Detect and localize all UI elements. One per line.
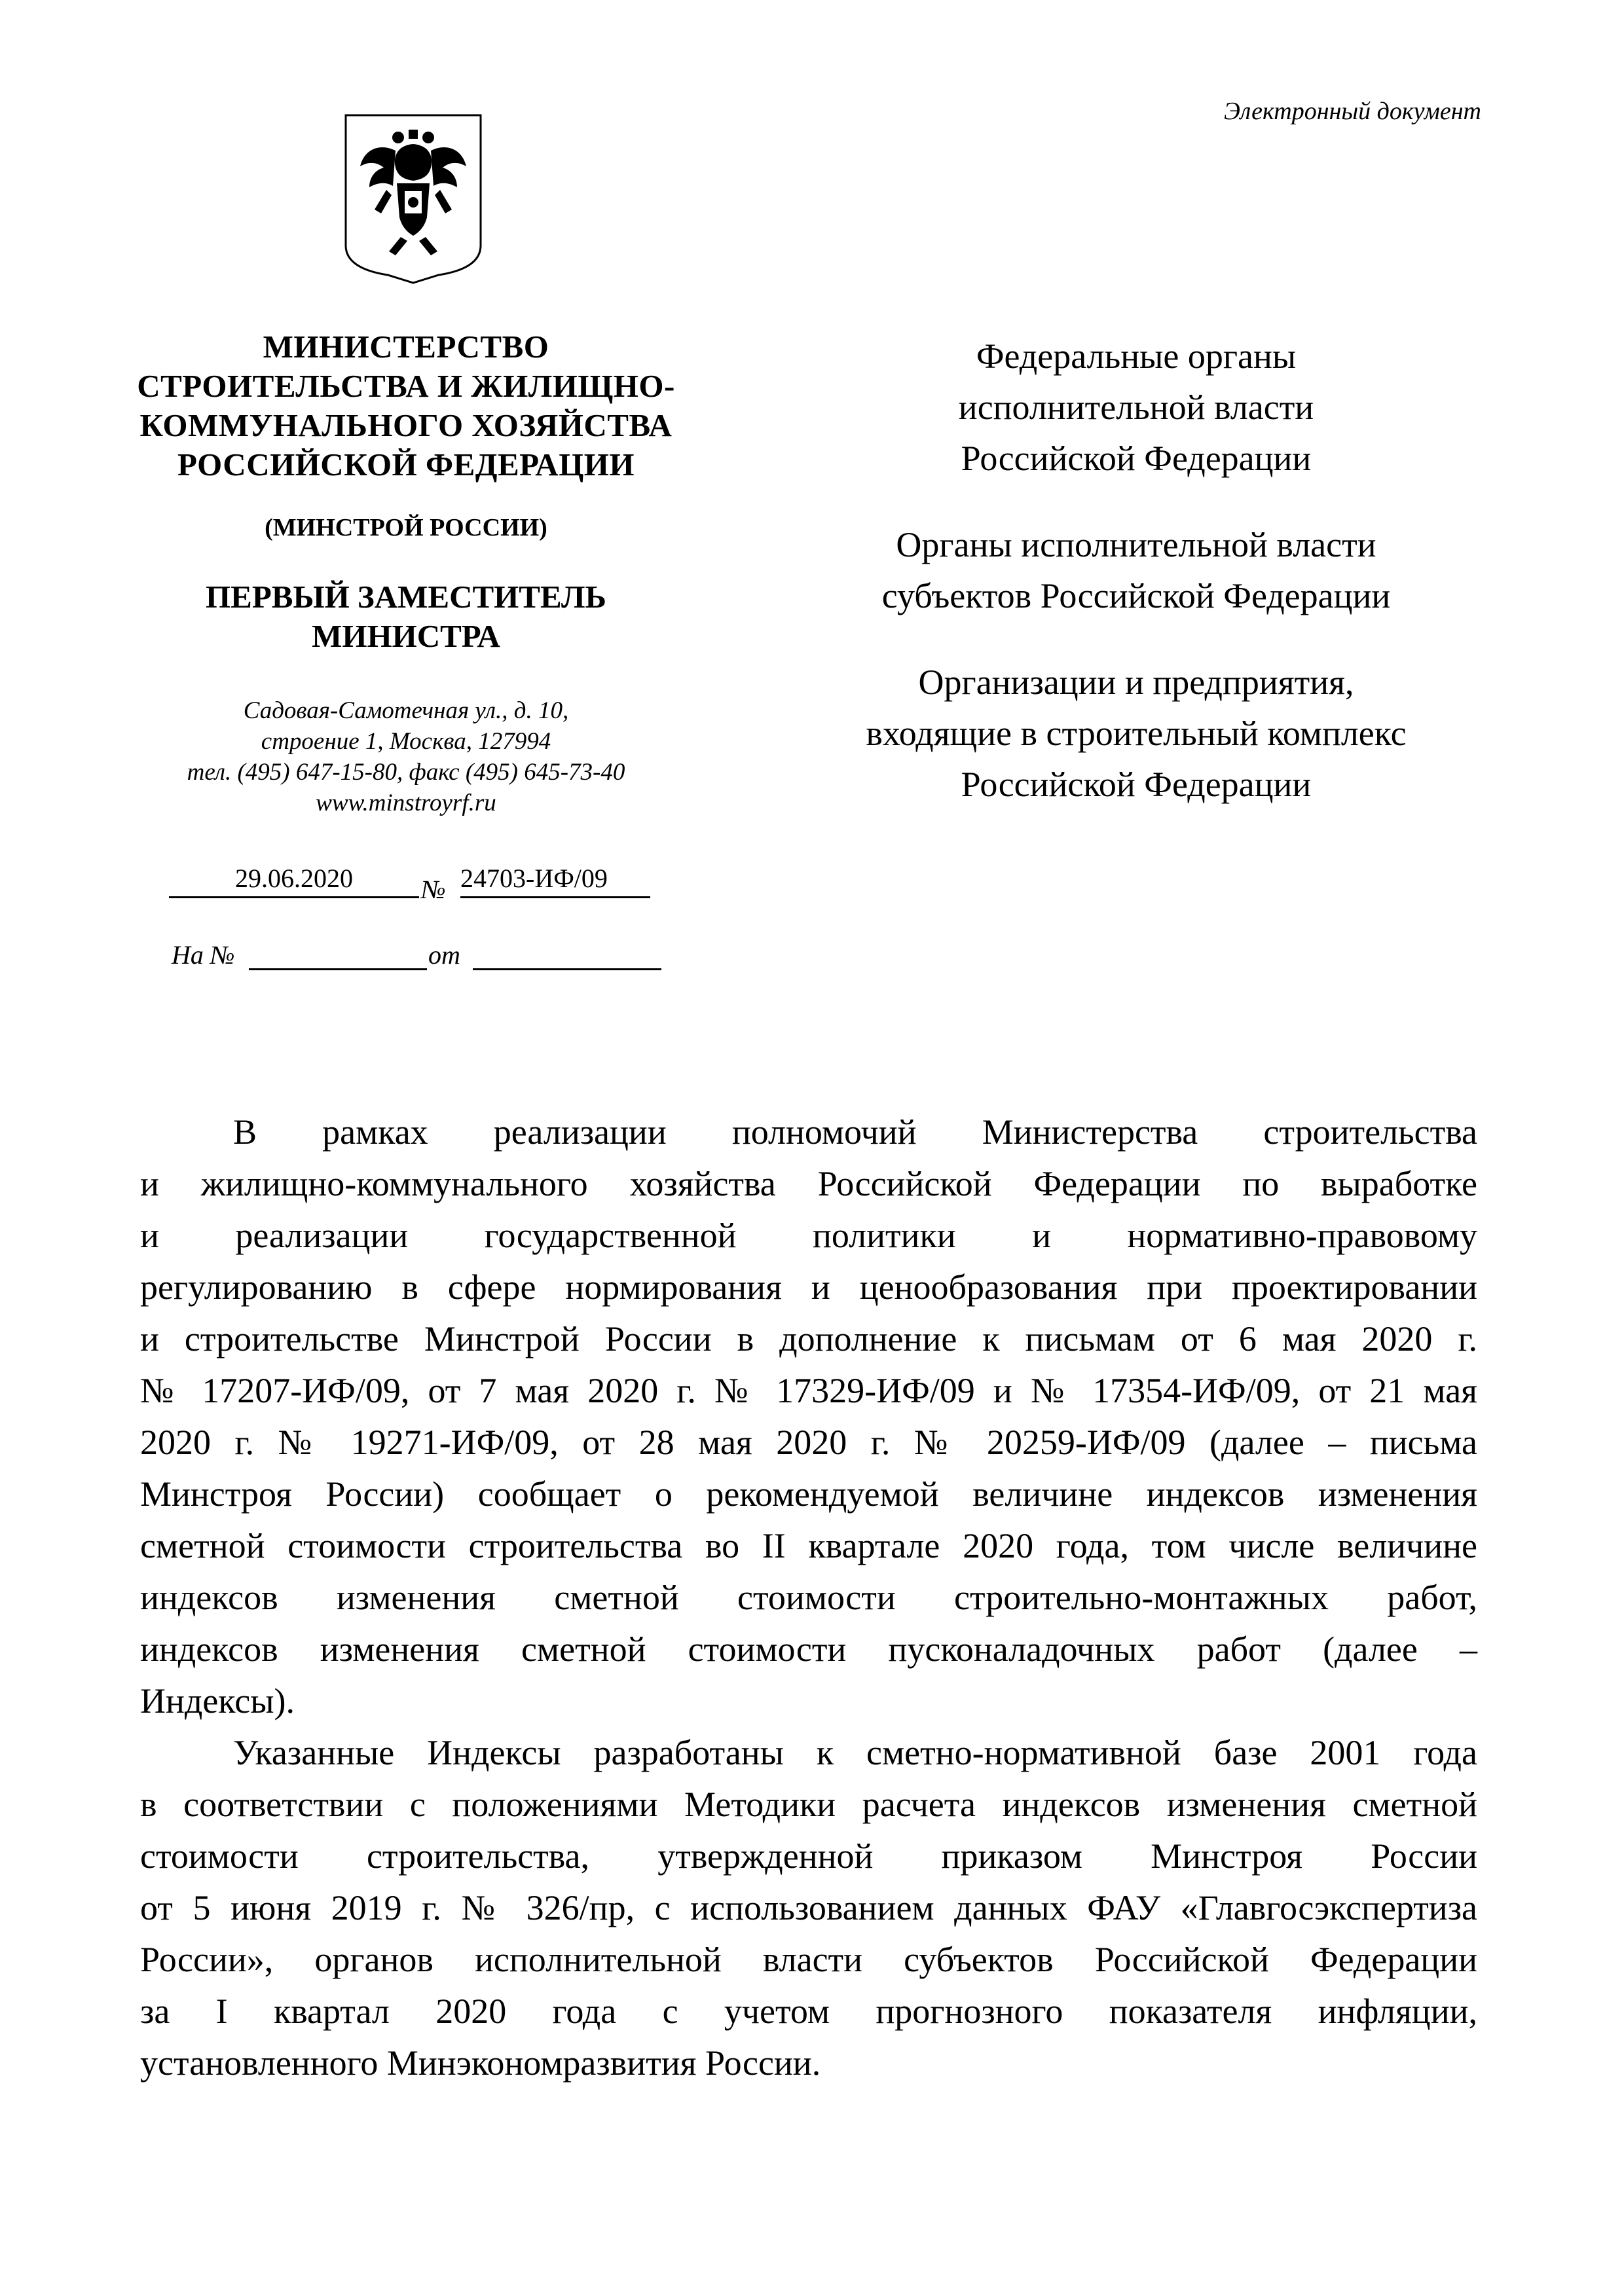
address-line: Садовая-Самотечная ул., д. 10,: [243, 697, 569, 724]
body-line: за I квартал 2020 года с учетом прогнозного показателя инфляции,: [140, 1992, 1477, 2031]
address-line: строение 1, Москва, 127994: [261, 728, 551, 755]
ministry-name-line: РОССИЙСКОЙ ФЕДЕРАЦИИ: [177, 446, 635, 483]
body-line: установленного Минэкономразвития России.: [140, 2043, 821, 2083]
body-line: стоимости строительства, утвержденной приказом Минстроя России: [140, 1836, 1477, 1876]
body-line: регулированию в сфере нормирования и ценообразования при проектировании: [140, 1267, 1477, 1307]
ministry-name-line: МИНИСТЕРСТВО: [263, 329, 549, 365]
body-line: в соответствии с положениями Методики расчета индексов изменения сметной: [140, 1785, 1477, 1824]
body-line: и жилищно-коммунального хозяйства Российской Федерации по выработке: [140, 1164, 1477, 1203]
address-line: тел. (495) 647-15-80, факс (495) 645-73-40: [187, 759, 625, 786]
addressee-line: Федеральные органы: [976, 337, 1297, 376]
letter-body: [140, 1106, 1477, 2089]
body-line: В рамках реализации полномочий Министерства строительства: [233, 1112, 1477, 1152]
addressee-line: Органы исполнительной власти: [896, 525, 1376, 564]
addressee-organizations: [773, 657, 1500, 810]
body-line: сметной стоимости строительства во II квартале 2020 года, том числе величине: [140, 1526, 1477, 1565]
signatory-position: [118, 577, 694, 656]
addressee-line: Российской Федерации: [961, 765, 1312, 804]
addressee-line: входящие в строительный комплекс: [866, 714, 1407, 753]
ministry-name-line: КОММУНАЛЬНОГО ХОЗЯЙСТВА: [139, 407, 673, 443]
ministry-name: [118, 327, 694, 484]
letter-date: 29.06.2020: [169, 863, 419, 898]
body-line: Минстроя России) сообщает о рекомендуемой величине индексов изменения: [140, 1474, 1477, 1514]
body-line: от 5 июня 2019 г. № 326/пр, с использованием данных ФАУ «Главгосэкспертиза: [140, 1888, 1477, 1927]
body-paragraph-2: [140, 1727, 1477, 2089]
addressee-line: Организации и предприятия,: [918, 663, 1354, 702]
addressee-line: Российской Федерации: [961, 439, 1312, 478]
addressee-line: исполнительной власти: [958, 388, 1314, 427]
russian-coat-of-arms-icon: [341, 111, 486, 288]
electronic-document-label: Электронный документ: [1224, 98, 1481, 125]
body-line: Индексы).: [140, 1681, 295, 1721]
ministry-name-line: СТРОИТЕЛЬСТВА И ЖИЛИЩНО-: [137, 368, 675, 404]
body-line: 2020 г. № 19271-ИФ/09, от 28 мая 2020 г. № 20259-ИФ/09 (далее – письма: [140, 1423, 1477, 1462]
body-line: и строительстве Минстрой России в дополнение к письмам от 6 мая 2020 г.: [140, 1319, 1477, 1358]
sender-block: [118, 327, 694, 818]
body-paragraph-1: [140, 1106, 1477, 1727]
signatory-position-line: ПЕРВЫЙ ЗАМЕСТИТЕЛЬ: [206, 579, 606, 615]
letter-number: 24703-ИФ/09: [460, 863, 650, 898]
body-line: и реализации государственной политики и нормативно-правовому: [140, 1216, 1477, 1255]
registration-line: [169, 859, 654, 904]
addressee-regional: [773, 519, 1500, 621]
addressee-line: субъектов Российской Федерации: [881, 576, 1391, 615]
ministry-abbreviation: (МИНСТРОЙ РОССИИ): [265, 514, 547, 541]
reference-date-label: от: [428, 940, 460, 970]
body-line: индексов изменения сметной стоимости пусконаладочных работ (далее –: [140, 1630, 1477, 1669]
body-line: индексов изменения сметной стоимости строительно-монтажных работ,: [140, 1578, 1477, 1617]
reference-number-blank: [249, 968, 427, 970]
signatory-position-line: МИНИСТРА: [312, 618, 500, 654]
ministry-address: [118, 695, 694, 818]
reference-number-label: На №: [172, 940, 235, 970]
reference-line: [172, 935, 663, 974]
body-line: № 17207-ИФ/09, от 7 мая 2020 г. № 17329-ИФ/09 и № 17354-ИФ/09, от 21 мая: [140, 1371, 1477, 1410]
addressee-block: [773, 331, 1500, 845]
website-line: www.minstroyrf.ru: [316, 790, 496, 816]
addressee-federal: [773, 331, 1500, 484]
reference-date-blank: [473, 968, 661, 970]
number-sign: №: [421, 875, 446, 904]
body-line: России», органов исполнительной власти субъектов Российской Федерации: [140, 1940, 1477, 1979]
body-line: Указанные Индексы разработаны к сметно-нормативной базе 2001 года: [233, 1733, 1477, 1772]
